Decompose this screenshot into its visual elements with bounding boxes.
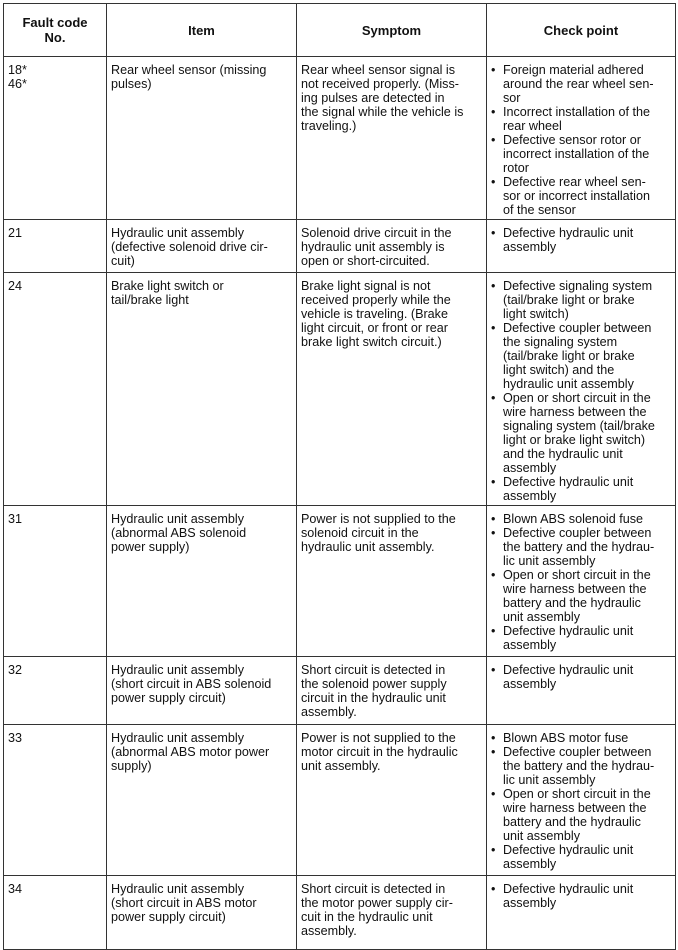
- check-point-text: Open or short circuit in the wire harness between the battery and the hydraulic unit assembly: [503, 787, 651, 843]
- check-point-text: Blown ABS solenoid fuse: [503, 512, 644, 526]
- check-point-text: Incorrect installation of the rear wheel: [503, 105, 651, 133]
- check-point-list: [491, 63, 671, 217]
- symptom-cell: Short circuit is detected in the solenoid power supply circuit in the hydraulic unit assembly.: [297, 657, 487, 725]
- check-point-text: Defective coupler between the signaling system (tail/brake light or brake light switch) and the hydraulic unit assembly: [503, 321, 652, 391]
- item-cell: Hydraulic unit assembly (abnormal ABS solenoid power supply): [107, 506, 297, 657]
- check-point-item: [491, 175, 671, 217]
- check-point-text: Defective rear wheel sen- sor or incorrect installation of the sensor: [503, 175, 650, 217]
- check-point-item: [491, 63, 671, 105]
- check-point-cell: [487, 220, 676, 273]
- bullet-icon: •: [491, 475, 496, 489]
- table-header-row: [4, 4, 676, 57]
- bullet-icon: •: [491, 279, 496, 293]
- check-point-item: [491, 391, 671, 475]
- check-point-text: Foreign material adhered around the rear wheel sen- sor: [503, 63, 654, 105]
- bullet-icon: •: [491, 568, 496, 582]
- bullet-icon: •: [491, 105, 496, 119]
- check-point-item: [491, 105, 671, 133]
- bullet-icon: •: [491, 133, 496, 147]
- item-cell: Hydraulic unit assembly (short circuit in ABS solenoid power supply circuit): [107, 657, 297, 725]
- table-row: [4, 57, 676, 220]
- check-point-item: [491, 568, 671, 624]
- header-fault-code: Fault code No.: [4, 4, 107, 57]
- check-point-text: Defective hydraulic unit assembly: [503, 226, 634, 254]
- check-point-text: Defective hydraulic unit assembly: [503, 882, 634, 910]
- bullet-icon: •: [491, 787, 496, 801]
- check-point-item: [491, 226, 671, 254]
- item-cell: Brake light switch or tail/brake light: [107, 273, 297, 506]
- check-point-list: [491, 279, 671, 503]
- check-point-text: Defective coupler between the battery and the hydrau- lic unit assembly: [503, 745, 655, 787]
- symptom-cell: Short circuit is detected in the motor power supply cir- cuit in the hydraulic unit assembly.: [297, 876, 487, 950]
- table-row: [4, 657, 676, 725]
- fault-code-cell: 21: [4, 220, 107, 273]
- check-point-list: [491, 882, 671, 910]
- bullet-icon: •: [491, 624, 496, 638]
- fault-code-cell: 33: [4, 725, 107, 876]
- symptom-cell: Brake light signal is not received properly while the vehicle is traveling. (Brake light circuit, or front or rear brake light switch circuit.): [297, 273, 487, 506]
- bullet-icon: •: [491, 321, 496, 335]
- bullet-icon: •: [491, 745, 496, 759]
- fault-code-cell: 32: [4, 657, 107, 725]
- bullet-icon: •: [491, 175, 496, 189]
- check-point-item: [491, 882, 671, 910]
- bullet-icon: •: [491, 882, 496, 896]
- check-point-item: [491, 475, 671, 503]
- check-point-text: Open or short circuit in the wire harness between the battery and the hydraulic unit assembly: [503, 568, 651, 624]
- header-check-point: Check point: [487, 4, 676, 57]
- fault-code-cell: 24: [4, 273, 107, 506]
- table-row: [4, 725, 676, 876]
- check-point-text: Defective coupler between the battery and the hydrau- lic unit assembly: [503, 526, 655, 568]
- symptom-cell: Power is not supplied to the solenoid circuit in the hydraulic unit assembly.: [297, 506, 487, 657]
- check-point-cell: [487, 506, 676, 657]
- fault-code-cell: 18* 46*: [4, 57, 107, 220]
- check-point-item: [491, 624, 671, 652]
- header-item: Item: [107, 4, 297, 57]
- bullet-icon: •: [491, 512, 496, 526]
- symptom-cell: Power is not supplied to the motor circuit in the hydraulic unit assembly.: [297, 725, 487, 876]
- check-point-item: [491, 731, 671, 745]
- bullet-icon: •: [491, 663, 496, 677]
- item-cell: Rear wheel sensor (missing pulses): [107, 57, 297, 220]
- check-point-text: Defective sensor rotor or incorrect installation of the rotor: [503, 133, 650, 175]
- check-point-list: [491, 663, 671, 691]
- check-point-list: [491, 226, 671, 254]
- item-cell: Hydraulic unit assembly (defective solenoid drive cir- cuit): [107, 220, 297, 273]
- check-point-item: [491, 279, 671, 321]
- check-point-cell: [487, 725, 676, 876]
- check-point-text: Blown ABS motor fuse: [503, 731, 629, 745]
- check-point-item: [491, 663, 671, 691]
- item-cell: Hydraulic unit assembly (short circuit in ABS motor power supply circuit): [107, 876, 297, 950]
- check-point-item: [491, 745, 671, 787]
- fault-code-table: [3, 3, 676, 950]
- check-point-text: Defective signaling system (tail/brake light or brake light switch): [503, 279, 653, 321]
- check-point-item: [491, 843, 671, 871]
- check-point-item: [491, 787, 671, 843]
- check-point-item: [491, 512, 671, 526]
- check-point-cell: [487, 876, 676, 950]
- header-symptom: Symptom: [297, 4, 487, 57]
- check-point-item: [491, 526, 671, 568]
- check-point-text: Defective hydraulic unit assembly: [503, 843, 634, 871]
- check-point-cell: [487, 57, 676, 220]
- fault-code-cell: 31: [4, 506, 107, 657]
- table-row: [4, 506, 676, 657]
- check-point-list: [491, 512, 671, 652]
- check-point-list: [491, 731, 671, 871]
- table-row: [4, 220, 676, 273]
- table-row: [4, 273, 676, 506]
- symptom-cell: Rear wheel sensor signal is not received properly. (Miss- ing pulses are detected in the signal while the vehicle is traveling.): [297, 57, 487, 220]
- check-point-text: Defective hydraulic unit assembly: [503, 624, 634, 652]
- check-point-text: Defective hydraulic unit assembly: [503, 663, 634, 691]
- check-point-item: [491, 321, 671, 391]
- check-point-cell: [487, 657, 676, 725]
- bullet-icon: •: [491, 526, 496, 540]
- check-point-text: Open or short circuit in the wire harness between the signaling system (tail/brake light or brake light switch) and the hydraulic unit assembly: [503, 391, 655, 475]
- item-cell: Hydraulic unit assembly (abnormal ABS motor power supply): [107, 725, 297, 876]
- bullet-icon: •: [491, 731, 496, 745]
- fault-code-cell: 34: [4, 876, 107, 950]
- bullet-icon: •: [491, 63, 496, 77]
- check-point-item: [491, 133, 671, 175]
- symptom-cell: Solenoid drive circuit in the hydraulic unit assembly is open or short-circuited.: [297, 220, 487, 273]
- bullet-icon: •: [491, 391, 496, 405]
- table-row: [4, 876, 676, 950]
- check-point-cell: [487, 273, 676, 506]
- check-point-text: Defective hydraulic unit assembly: [503, 475, 634, 503]
- bullet-icon: •: [491, 226, 496, 240]
- bullet-icon: •: [491, 843, 496, 857]
- table-body: [4, 57, 676, 950]
